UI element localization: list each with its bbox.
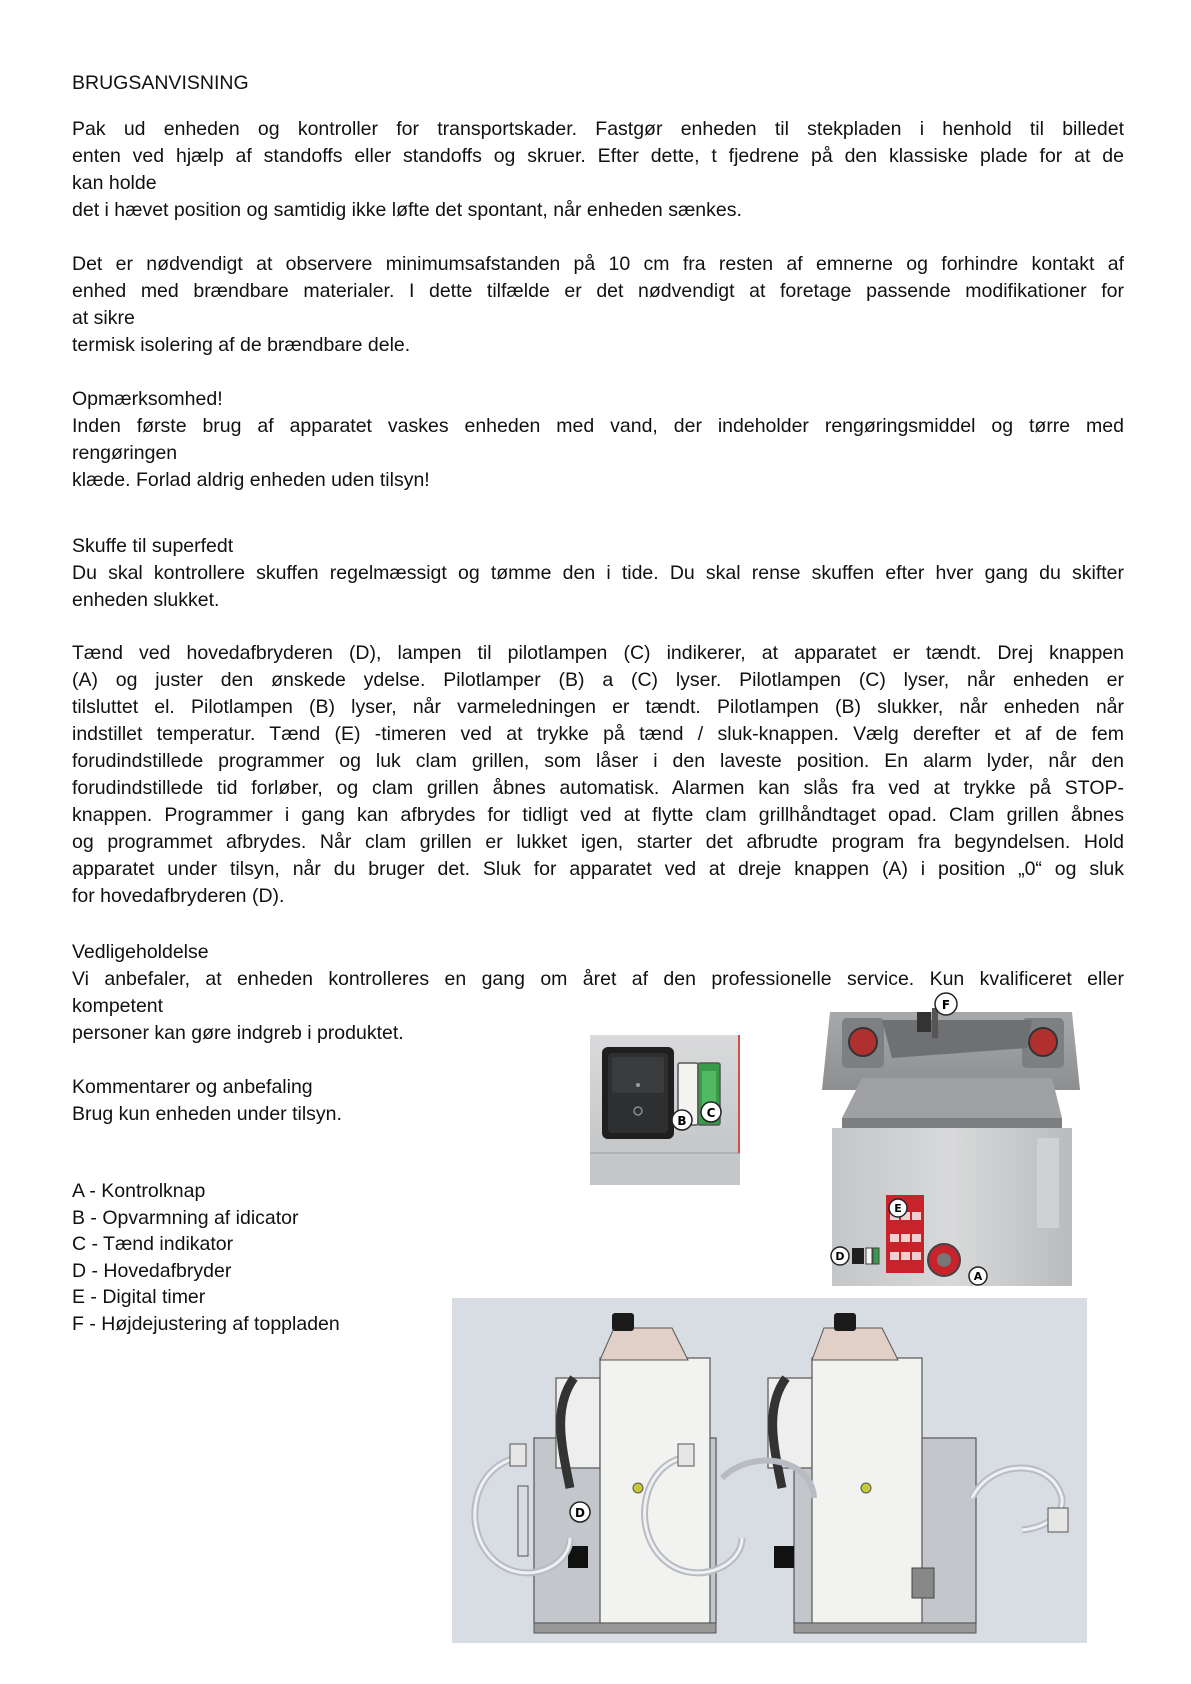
paragraph-operation (72, 640, 1124, 910)
attention-heading: Opmærksomhed! (72, 388, 223, 410)
text-line: Inden første brug af apparatet vaskes enheden med vand, der indeholder rengøringsmiddel og tørre med (72, 415, 1124, 437)
text-line: (A) og juster den ønskede ydelse. Pilotlamper (B) a (C) lyser. Pilotlampen (C) lyser, når enheden er (72, 669, 1124, 691)
text-line: indstillet temperatur. Tænd (E) -timeren ved at trykke på tænd / sluk-knappen. Vælg derefter et af de fem (72, 723, 1124, 745)
paragraph-distance (72, 251, 1124, 359)
paragraph-attention (72, 386, 1124, 494)
text-line: det i hævet position og samtidig ikke løfte det spontant, når enheden sænkes. (72, 199, 742, 221)
text-line: Du skal kontrollere skuffen regelmæssigt og tømme den i tide. Du skal rense skuffen efter hver gang du skifter (72, 562, 1124, 584)
label-a: A (973, 1270, 983, 1283)
text-line: termisk isolering af de brændbare dele. (72, 334, 411, 356)
text-line: rengøringen (72, 442, 178, 464)
paragraph-comments (72, 1074, 552, 1128)
legend-list (72, 1178, 432, 1338)
text-line: knappen. Programmer i gang kan afbrydes for tidligt ved at flytte clam grillhåndtaget opad. Clam grillen åbnes (72, 804, 1124, 826)
clam-grill-drawing (822, 990, 1090, 1295)
legend-item: E - Digital timer (72, 1286, 206, 1309)
label-d: D (835, 1250, 845, 1263)
text-line: for hovedafbryderen (D). (72, 885, 285, 907)
text-line: kompetent (72, 995, 164, 1017)
text-line: enhed med brændbare materialer. I dette tilfælde er det nødvendigt at foretage passende modifikationer for (72, 280, 1124, 302)
comments-heading: Kommentarer og anbefaling (72, 1076, 313, 1098)
label-d: D (575, 1506, 585, 1520)
text-line: og programmet afbrydes. Når clam grillen er lukket igen, starter det afbrudte program fra begyndelsen. Hold (72, 831, 1124, 853)
text-line: tilsluttet el. Pilotlampen (B) lyser, når varmeledningen er tændt. Pilotlampen (B) slukker, når enheden når (72, 696, 1124, 718)
label-b: B (677, 1114, 687, 1128)
label-c: C (706, 1106, 716, 1120)
switch-closeup-figure (590, 1035, 740, 1185)
legend-item: F - Højdejustering af toppladen (72, 1312, 340, 1335)
drawer-heading: Skuffe til superfedt (72, 535, 234, 557)
text-line: forudindstillede tid forløber, og clam grillen åbnes automatisk. Alarmen kan slås fra ved at trykke på STOP- (72, 777, 1124, 799)
text-line: enten ved hjælp af standoffs eller standoffs og skruer. Efter dette, t fjedrene på den klassiske plade for at de (72, 145, 1124, 167)
maintenance-heading: Vedligeholdelse (72, 941, 209, 963)
text-line: Tænd ved hovedafbryderen (D), lampen til pilotlampen (C) indikerer, at apparatet er tændt. Drej knappen (72, 642, 1124, 664)
label-f: F (941, 998, 951, 1012)
legend-item: A - Kontrolknap (72, 1180, 206, 1202)
legend-item: D - Hovedafbryder (72, 1259, 232, 1282)
doc-title (72, 70, 1124, 97)
paragraph-drawer (72, 533, 1124, 614)
text-line: forudindstillede programmer og luk clam grillen, som låser i den laveste position. En alarm lyder, når den (72, 750, 1124, 772)
switch-closeup-drawing (590, 1035, 740, 1185)
text-line: apparatet under tilsyn, når du bruger det. Sluk for apparatet ved at dreje knappen (A) i position „0“ og sluk (72, 858, 1124, 880)
rear-view-figure (452, 1298, 1087, 1643)
paragraph-unpack (72, 116, 1124, 224)
comments-text: Brug kun enheden under tilsyn. (72, 1103, 342, 1125)
label-e: E (894, 1202, 902, 1215)
text-line: personer kan gøre indgreb i produktet. (72, 1022, 404, 1044)
text-line: kan holde (72, 172, 157, 194)
text-line: at sikre (72, 307, 135, 329)
text-line: enheden slukket. (72, 589, 220, 611)
clam-grill-figure (822, 990, 1090, 1295)
title-text: BRUGSANVISNING (72, 72, 249, 94)
rear-view-drawing (452, 1298, 1087, 1643)
legend-item: B - Opvarmning af idicator (72, 1206, 299, 1229)
text-line: klæde. Forlad aldrig enheden uden tilsyn! (72, 469, 430, 491)
text-line: Pak ud enheden og kontroller for transportskader. Fastgør enheden til stekpladen i henhold til billedet (72, 118, 1124, 140)
text-line: Det er nødvendigt at observere minimumsafstanden på 10 cm fra resten af emnerne og forhindre kontakt af (72, 253, 1124, 275)
legend-item: C - Tænd indikator (72, 1233, 234, 1256)
text-line: Vi anbefaler, at enheden kontrolleres en gang om året af den professionelle service. Kun kvalificeret eller (72, 968, 1124, 990)
